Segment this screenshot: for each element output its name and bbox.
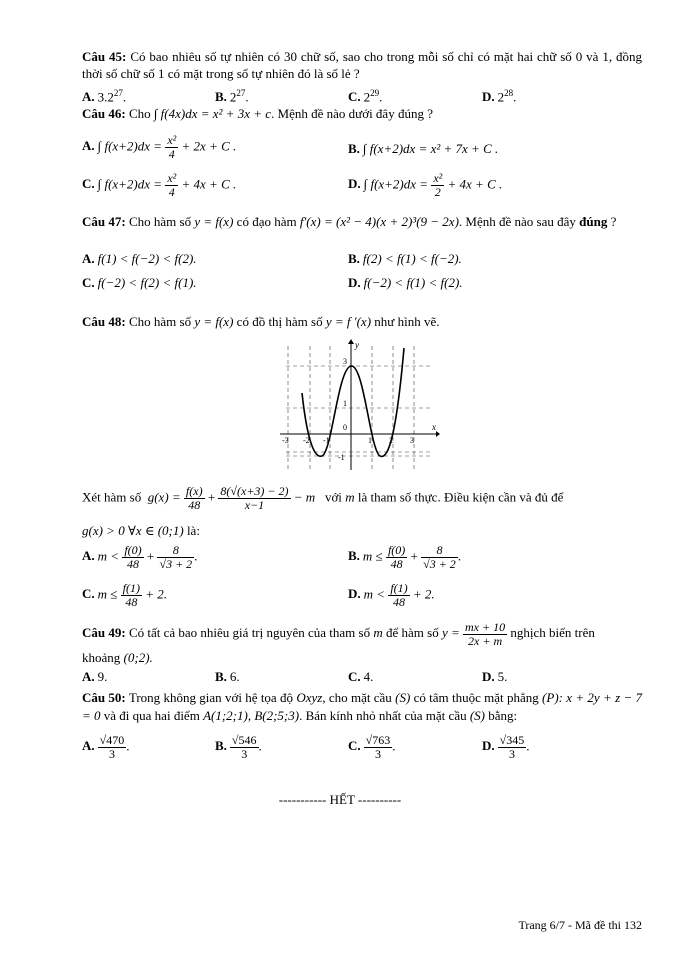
coordinate-system: Oxyz xyxy=(296,690,323,705)
x-tick: 1 xyxy=(368,436,372,445)
question-label: Câu 48: xyxy=(82,314,126,329)
g-definition: g(x) = xyxy=(147,489,181,505)
function-expression: y = f(x) xyxy=(194,314,234,329)
question-text: Có tất cả bao nhiêu giá trị nguyên của tham số xyxy=(128,625,371,640)
question-text: có tâm thuộc mặt phẳng xyxy=(413,690,539,705)
origin-label: 0 xyxy=(343,423,347,432)
question-48-domain xyxy=(82,522,642,539)
y-axis-label: y xyxy=(355,340,359,350)
question-text: . Mệnh đề nào dưới đây đúng ? xyxy=(271,106,433,121)
q46-option-a[interactable]: A. ∫ f(x+2)dx = $\frac{\text{x²}}{4}$ + 2x + C . xyxy=(82,133,237,161)
q49-option-b[interactable]: B. 6. xyxy=(215,669,240,684)
x-tick: -3 xyxy=(282,436,289,445)
q45-option-b[interactable]: B. $2^{27}$. xyxy=(215,88,249,105)
end-marker: ----------- HẾT ---------- xyxy=(278,792,402,807)
x-tick: 2 xyxy=(389,436,393,445)
q47-option-d[interactable]: D. f(−2) < f(1) < f(2). xyxy=(348,275,463,290)
x-axis-label: x xyxy=(432,422,436,432)
q50-option-a[interactable]: A. $\frac{√470}{3}$ . xyxy=(82,733,130,761)
question-label: Câu 49: xyxy=(82,625,126,640)
question-text: . Bán kính nhỏ nhất của mặt cầu xyxy=(299,708,467,723)
question-50 xyxy=(82,689,642,725)
y-tick: 1 xyxy=(343,399,347,408)
question-label: Câu 45: xyxy=(82,49,127,64)
question-text: nghịch biến trên xyxy=(510,625,595,640)
question-text: bằng: xyxy=(488,708,518,723)
x-tick: -2 xyxy=(303,436,310,445)
condition-expression: g(x) > 0 ∀x ∈ (0;1) xyxy=(82,523,184,538)
interval-expression: (0;2). xyxy=(123,650,153,665)
plane-equation: (P): x + 2y + z − 7 = 0 xyxy=(82,690,643,723)
q45-option-c[interactable]: C. $2^{29}$. xyxy=(348,88,383,105)
question-text: , cho mặt cầu xyxy=(322,690,392,705)
derivative-graph xyxy=(272,338,442,473)
sphere-name: (S) xyxy=(395,690,411,705)
question-text: Cho hàm số xyxy=(128,214,192,229)
question-text: để hàm số xyxy=(386,625,439,640)
question-text: khoảng xyxy=(82,650,121,665)
derivative-expression: f′(x) = (x² − 4)(x + 2)³(9 − 2x) xyxy=(299,214,459,229)
derivative-expression: y = f ′(x) xyxy=(325,314,372,329)
question-46 xyxy=(82,105,642,122)
parameter-m: m xyxy=(345,489,355,505)
q50-option-c[interactable]: C. $\frac{√763}{3}$ . xyxy=(348,733,396,761)
q48-option-b[interactable]: B. m ≤ $\frac{f(0)}{48}$ + $\frac{8}{√3 + 2}$ . xyxy=(348,543,462,571)
y-tick: 3 xyxy=(343,357,347,366)
question-48-condition: Xét hàm số g(x) = $\frac{f(x)}{48}$ + $\frac{8(√(x+3) - 2)}{x-1}$ − m với m là tham số thực. Điều kiện cần và đủ để xyxy=(82,484,564,512)
question-text: Cho xyxy=(128,106,151,121)
y-tick: -1 xyxy=(338,453,345,462)
question-47 xyxy=(82,212,642,232)
function-expression: y = f(x) xyxy=(194,214,234,229)
question-text: với xyxy=(324,489,342,505)
page-footer: Trang 6/7 - Mã đề thi 132 xyxy=(518,918,642,932)
question-label: Câu 47: xyxy=(82,214,126,229)
question-text: như hình vẽ. xyxy=(374,314,440,329)
q50-option-d[interactable]: D. $\frac{√345}{3}$ . xyxy=(482,733,530,761)
sphere-name: (S) xyxy=(469,708,486,723)
q49-option-a[interactable]: A. 9. xyxy=(82,669,108,684)
q47-option-b[interactable]: B. f(2) < f(1) < f(−2). xyxy=(348,251,462,266)
q50-option-b[interactable]: B. $\frac{√546}{3}$ . xyxy=(215,733,262,761)
question-text: Có bao nhiêu số tự nhiên có 30 chữ số, sao cho trong mỗi số chỉ có mặt hai chữ số 0 và 1, đồng thời số chữ số 1 có mặt trong số tự nhiên đó là số lẻ ? xyxy=(82,49,643,81)
g-tail: − m xyxy=(293,489,316,505)
points-expression: A(1;2;1), B(2;5;3) xyxy=(203,708,300,723)
q45-option-d[interactable]: D. $2^{28}$. xyxy=(482,88,517,105)
question-text: là: xyxy=(186,523,200,538)
q47-option-a[interactable]: A. f(1) < f(−2) < f(2). xyxy=(82,251,197,266)
q48-option-c[interactable]: C. m ≤ $\frac{f(1)}{48}$ + 2. xyxy=(82,581,168,609)
question-text: . Mệnh đề nào sau đây xyxy=(458,214,576,229)
q49-option-c[interactable]: C. 4. xyxy=(348,669,374,684)
q47-option-c[interactable]: C. f(−2) < f(2) < f(1). xyxy=(82,275,197,290)
question-48 xyxy=(82,313,642,330)
question-text: Xét hàm số xyxy=(82,489,142,505)
q45-option-a[interactable]: A. $3.2^{27}$. xyxy=(82,88,127,105)
question-label: Câu 50: xyxy=(82,690,126,705)
question-45 xyxy=(82,48,642,82)
question-emphasis: đúng xyxy=(579,214,608,229)
question-text: là tham số thực. Điều kiện cần và đủ để xyxy=(357,489,564,505)
question-text: có đồ thị hàm số xyxy=(236,314,323,329)
function-lhs: y = xyxy=(441,625,460,640)
q46-option-c[interactable]: C. ∫ f(x+2)dx = $\frac{\text{x²}}{4}$ + 4x + C . xyxy=(82,171,237,199)
question-text: và đi qua hai điểm xyxy=(103,708,200,723)
q49-option-d[interactable]: D. 5. xyxy=(482,669,508,684)
q48-option-d[interactable]: D. m < $\frac{f(1)}{48}$ + 2. xyxy=(348,581,435,609)
q46-option-b[interactable]: B. ∫ f(x+2)dx = x² + 7x + C . xyxy=(348,141,499,156)
question-49: Câu 49: Có tất cả bao nhiêu giá trị nguyên của tham số m để hàm số y = $\frac{mx + 10}{2x + m}$ nghịch biến trên xyxy=(82,619,595,648)
question-mark: ? xyxy=(610,214,617,229)
question-49-interval xyxy=(82,649,642,666)
parameter-m: m xyxy=(373,625,383,640)
question-text: Trong không gian với hệ tọa độ xyxy=(128,690,294,705)
q46-option-d[interactable]: D. ∫ f(x+2)dx = $\frac{\text{x²}}{2}$ + 4x + C . xyxy=(348,171,503,199)
question-label: Câu 46: xyxy=(82,106,126,121)
question-text: Cho hàm số xyxy=(128,314,192,329)
q48-option-a[interactable]: A. m < $\frac{f(0)}{48}$ + $\frac{8}{√3 + 2}$ . xyxy=(82,543,198,571)
x-tick: -1 xyxy=(323,436,330,445)
x-tick: 3 xyxy=(410,436,414,445)
integral-expression: ∫ f(4x)dx = x² + 3x + c xyxy=(153,106,272,121)
question-text: có đạo hàm xyxy=(236,214,297,229)
